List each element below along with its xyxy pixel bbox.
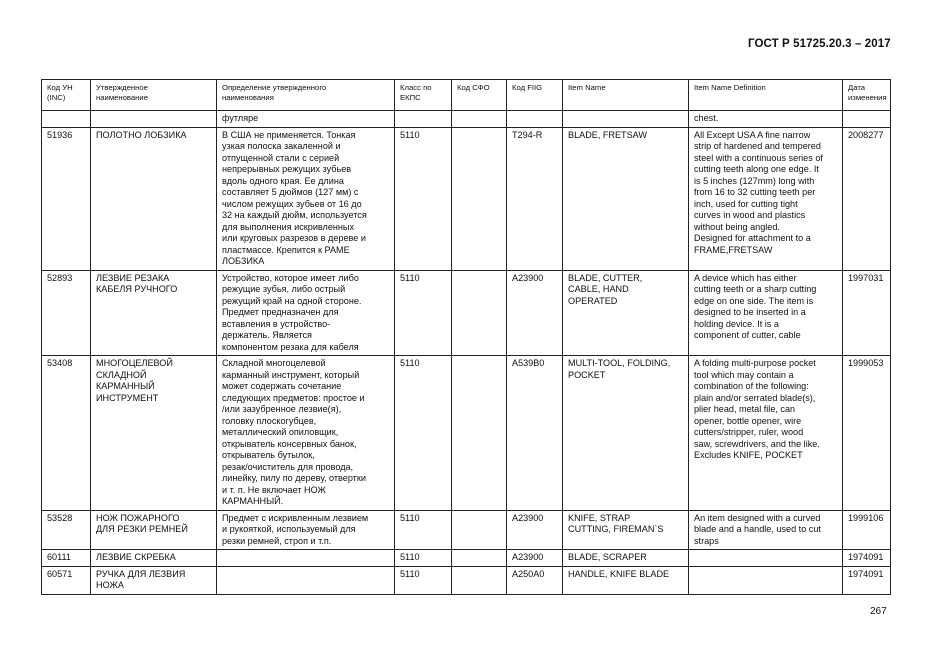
table-body xyxy=(42,111,891,595)
cell-sfo-code xyxy=(452,356,507,511)
cell-item-name-definition xyxy=(689,566,843,594)
table-row xyxy=(42,270,891,356)
cell-fiig-code xyxy=(507,270,563,356)
table-row xyxy=(42,510,891,550)
cell-text: BLADE, FRETSAW xyxy=(568,129,647,140)
header-name-definition: Определение утвержденного наименования xyxy=(217,80,395,111)
cell-text: МНОГОЦЕЛЕВОЙ СКЛАДНОЙ КАРМАННЫЙ ИНСТРУМЕНТ xyxy=(96,358,173,403)
cell-sfo-code xyxy=(452,550,507,567)
cell-approved-name xyxy=(91,111,217,128)
cell-inc-code xyxy=(42,356,91,511)
cell-text: 1999106 xyxy=(848,512,884,523)
cell-text: 5110 xyxy=(400,358,420,368)
cell-ekps-class xyxy=(395,510,452,550)
cell-text: 2008277 xyxy=(848,129,884,140)
cell-item-name-definition xyxy=(689,270,843,356)
cell-text: An item designed with a curved blade and a handle, used to cut straps xyxy=(694,512,821,546)
cell-text: 5110 xyxy=(400,272,420,283)
cell-ekps-class xyxy=(395,270,452,356)
cell-item-name xyxy=(563,127,689,270)
cell-change-date xyxy=(843,127,891,270)
cell-item-name-definition xyxy=(689,127,843,270)
header-fiig-code: Код FIIG xyxy=(507,80,563,111)
cell-text: 60111 xyxy=(47,552,71,562)
cell-approved-name xyxy=(91,270,217,356)
cell-name-definition xyxy=(217,356,395,511)
cell-item-name-definition xyxy=(689,111,843,128)
cell-fiig-code xyxy=(507,127,563,270)
cell-text: Складной многоцелевой карманный инструмент, который может содержать сочетание следующих предметов: простое и /или зазубренное лезвие(я), головку плоскогубцев, металлический опиловщик, открыватель консервных банок, открыватель бутылок, резак/очиститель для провода, линейку, пилу по дереву, отвертки и т. п. Не включает НОЖ КАРМАННЫЙ. xyxy=(222,358,366,506)
cell-text: 5110 xyxy=(400,129,420,140)
cell-inc-code xyxy=(42,550,91,567)
header-item-name-definition: Item Name Definition xyxy=(689,80,843,111)
cell-name-definition xyxy=(217,270,395,356)
cell-name-definition xyxy=(217,550,395,567)
cell-text: 53528 xyxy=(47,512,73,523)
cell-text: 1997031 xyxy=(848,272,884,283)
cell-text: Предмет с искривленным лезвием и рукояткой, используемый для резки ремней, строп и т.п. xyxy=(222,512,369,546)
cell-text: BLADE, SCRAPER xyxy=(568,552,647,562)
cell-fiig-code xyxy=(507,550,563,567)
cell-item-name xyxy=(563,270,689,356)
cell-sfo-code xyxy=(452,111,507,128)
cell-item-name xyxy=(563,356,689,511)
cell-fiig-code xyxy=(507,356,563,511)
cell-text: 5110 xyxy=(400,568,420,579)
cell-inc-code xyxy=(42,127,91,270)
cell-text: HANDLE, KNIFE BLADE xyxy=(568,568,670,579)
document-title: ГОСТ Р 51725.20.3 – 2017 xyxy=(748,38,891,50)
cell-inc-code xyxy=(42,566,91,594)
cell-inc-code xyxy=(42,270,91,356)
cell-item-name xyxy=(563,550,689,567)
table-header-row xyxy=(42,80,891,111)
cell-item-name xyxy=(563,111,689,128)
cell-item-name xyxy=(563,510,689,550)
cell-text: A folding multi-purpose pocket tool which may contain a combination of the following: plain and/or serrated blade(s), plier head, metal file, can opener, bottle opener, wire cutters/stripper, ruler, wood saw, screwdrivers, and the like. Excludes KNIFE, POCKET xyxy=(694,358,820,460)
cell-text: 5110 xyxy=(400,552,420,562)
cell-approved-name xyxy=(91,127,217,270)
cell-text: ЛЕЗВИЕ СКРЕБКА xyxy=(96,552,176,562)
cell-text: A23900 xyxy=(512,272,544,283)
cell-sfo-code xyxy=(452,270,507,356)
cell-change-date xyxy=(843,566,891,594)
cell-text: T294-R xyxy=(512,129,543,140)
cell-fiig-code xyxy=(507,566,563,594)
cell-text: 53408 xyxy=(47,358,73,368)
table-row xyxy=(42,566,891,594)
cell-name-definition xyxy=(217,111,395,128)
table-row xyxy=(42,111,891,128)
cell-text: РУЧКА ДЛЯ ЛЕЗВИЯ НОЖА xyxy=(96,568,186,590)
cell-item-name-definition xyxy=(689,510,843,550)
cell-name-definition xyxy=(217,510,395,550)
cell-text: ПОЛОТНО ЛОБЗИКА xyxy=(96,129,187,140)
cell-text: All Except USA A fine narrow strip of hardened and tempered steel with a continuous series of cutting teeth along one edge. It is 5 inches (127mm) long with from 16 to 32 cutting teeth per inch, used for cutting tight curves in wood and plastics without being angled. Designed for attachment to a FRAME,FRETSAW xyxy=(694,129,823,255)
cell-approved-name xyxy=(91,566,217,594)
cell-item-name-definition xyxy=(689,356,843,511)
cell-text: BLADE, CUTTER, CABLE, HAND OPERATED xyxy=(568,272,643,306)
cell-text: 51936 xyxy=(47,129,73,140)
cell-text: A539B0 xyxy=(512,358,545,368)
header-inc-code: Код УН (INC) xyxy=(42,80,91,111)
cell-text: 60571 xyxy=(47,568,73,579)
cell-text: KNIFE, STRAP CUTTING, FIREMAN`S xyxy=(568,512,664,534)
cell-approved-name xyxy=(91,510,217,550)
page-number: 267 xyxy=(870,606,887,617)
header-item-name: Item Name xyxy=(563,80,689,111)
cell-text: НОЖ ПОЖАРНОГО ДЛЯ РЕЗКИ РЕМНЕЙ xyxy=(96,512,188,534)
cell-change-date xyxy=(843,270,891,356)
cell-fiig-code xyxy=(507,510,563,550)
table-row xyxy=(42,550,891,567)
cell-text: 5110 xyxy=(400,512,420,523)
cell-change-date xyxy=(843,111,891,128)
cell-text: ЛЕЗВИЕ РЕЗАКА КАБЕЛЯ РУЧНОГО xyxy=(96,272,178,294)
cell-text: A250A0 xyxy=(512,568,545,579)
cell-text: футляре xyxy=(222,113,259,123)
cell-ekps-class xyxy=(395,127,452,270)
cell-inc-code xyxy=(42,510,91,550)
cell-ekps-class xyxy=(395,111,452,128)
table-row xyxy=(42,127,891,270)
cell-text: 52893 xyxy=(47,272,73,283)
cell-sfo-code xyxy=(452,127,507,270)
header-sfo-code: Код СФО xyxy=(452,80,507,111)
cell-text: A23900 xyxy=(512,512,544,523)
cell-name-definition xyxy=(217,127,395,270)
cell-item-name-definition xyxy=(689,550,843,567)
cell-ekps-class xyxy=(395,356,452,511)
cell-ekps-class xyxy=(395,566,452,594)
cell-change-date xyxy=(843,510,891,550)
cell-change-date xyxy=(843,550,891,567)
cell-text: 1974091 xyxy=(848,552,884,562)
cell-text: A device which has either cutting teeth or a sharp cutting edge on one side. The item is designed to be inserted in a holding device. It is a component of cutter, cable xyxy=(694,272,817,340)
cell-text: В США не применяется. Тонкая узкая полоска закаленной и отпущенной стали с серией непрерывных режущих зубьев вдоль одного края. Ее длина составляет 5 дюймов (127 мм) с числом режущих зубьев от 16 до 32 на каждый дюйм, используется для выполнения искривленных или круговых разрезов в дереве и пластмассе. Крепится к РАМЕ ЛОБЗИКА xyxy=(222,129,367,266)
cell-name-definition xyxy=(217,566,395,594)
cell-text: MULTI-TOOL, FOLDING, POCKET xyxy=(568,358,671,380)
cell-approved-name xyxy=(91,356,217,511)
cell-ekps-class xyxy=(395,550,452,567)
cell-sfo-code xyxy=(452,566,507,594)
header-change-date: Дата изменения xyxy=(843,80,891,111)
cell-sfo-code xyxy=(452,510,507,550)
cell-inc-code xyxy=(42,111,91,128)
cell-text: 1999053 xyxy=(848,358,884,368)
cell-fiig-code xyxy=(507,111,563,128)
header-approved-name: Утвержденное наименование xyxy=(91,80,217,111)
classification-table xyxy=(41,79,891,595)
cell-text: Устройство, которое имеет либо режущие зубья, либо острый режущий край на одной стороне. Предмет предназначен для вставления в устройство- держатель. Является компонентом резака для кабеля xyxy=(222,272,362,352)
cell-text: chest. xyxy=(694,113,719,123)
cell-approved-name xyxy=(91,550,217,567)
cell-change-date xyxy=(843,356,891,511)
header-ekps-class: Класс по ЕКПС xyxy=(395,80,452,111)
cell-text: A23900 xyxy=(512,552,544,562)
cell-text: 1974091 xyxy=(848,568,884,579)
cell-item-name xyxy=(563,566,689,594)
table-row xyxy=(42,356,891,511)
